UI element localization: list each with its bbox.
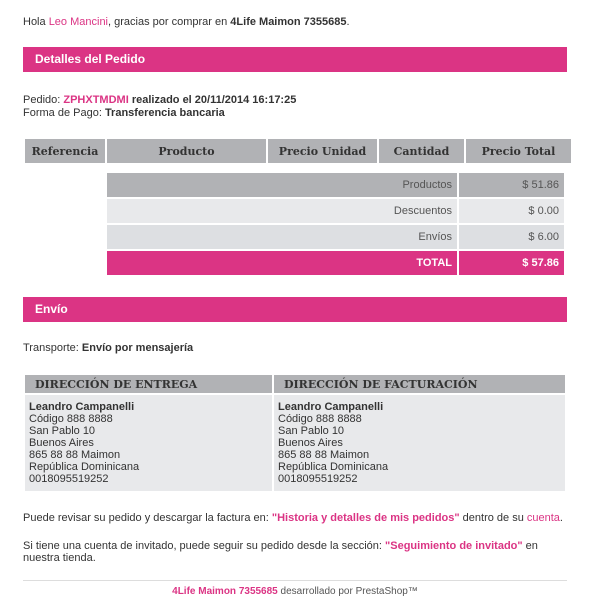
shipping-header: Envío — [23, 297, 567, 322]
greeting-prefix: Hola — [23, 16, 46, 28]
totals-label: Productos — [107, 173, 457, 197]
delivery-name: Leandro Campanelli — [29, 401, 135, 413]
delivery-line: Código 888 8888 — [29, 413, 113, 425]
totals-value: $ 6.00 — [459, 225, 564, 249]
billing-line: 865 88 88 Maimon — [278, 449, 370, 461]
payment-line — [23, 107, 296, 120]
billing-line: Buenos Aires — [278, 437, 343, 449]
footer-shop-link[interactable]: 4Life Maimon 7355685 — [172, 586, 278, 597]
order-totals — [105, 171, 566, 277]
greeting — [23, 16, 350, 28]
totals-value: $ 0.00 — [459, 199, 564, 223]
order-history-link[interactable]: "Historia y detalles de mis pedidos" — [271, 512, 460, 524]
note1-middle: dentro de su — [462, 512, 524, 524]
note2-prefix: Si tiene una cuenta de invitado, puede seguir su pedido desde la sección: — [23, 540, 382, 552]
totals-row-shipping — [107, 225, 564, 249]
note1-prefix: Puede revisar su pedido y descargar la factura en: — [23, 512, 269, 524]
billing-line: San Pablo 10 — [278, 425, 345, 437]
delivery-phone: 0018095519252 — [29, 473, 109, 485]
payment-label: Forma de Pago: — [23, 107, 102, 119]
footer-divider — [23, 580, 567, 581]
billing-address — [274, 395, 565, 491]
delivery-line: 865 88 88 Maimon — [29, 449, 121, 461]
delivery-address-title: DIRECCIÓN DE ENTREGA — [25, 375, 272, 393]
order-reference: ZPHXTMDMI — [63, 94, 129, 106]
note2-suffix: en nuestra tienda. — [23, 540, 538, 564]
billing-phone: 0018095519252 — [278, 473, 358, 485]
guest-tracking-link[interactable]: "Seguimiento de invitado" — [385, 540, 523, 552]
col-reference: Referencia — [25, 139, 105, 163]
order-line — [23, 94, 296, 107]
customer-name: Leo Mancini — [48, 16, 109, 28]
order-label: Pedido: — [23, 94, 61, 106]
transport-line — [23, 342, 193, 354]
billing-line: República Dominicana — [278, 461, 389, 473]
greeting-suffix: . — [346, 16, 350, 28]
shop-name: 4Life Maimon 7355685 — [230, 16, 347, 28]
products-table-header — [23, 137, 573, 165]
transport-label: Transporte: — [23, 342, 79, 354]
payment-method: Transferencia bancaria — [104, 107, 225, 119]
billing-address-title: DIRECCIÓN DE FACTURACIÓN — [274, 375, 565, 393]
delivery-line: República Dominicana — [29, 461, 140, 473]
guest-tracking-note — [23, 540, 567, 564]
billing-name: Leandro Campanelli — [278, 401, 384, 413]
totals-label: TOTAL — [107, 251, 457, 275]
addresses-table — [23, 373, 567, 493]
order-placed: realizado el 20/11/2014 16:17:25 — [131, 94, 297, 106]
totals-row-discounts — [107, 199, 564, 223]
billing-line: Código 888 8888 — [278, 413, 362, 425]
order-details-header: Detalles del Pedido — [23, 47, 567, 72]
account-link[interactable]: cuenta — [526, 512, 560, 524]
greeting-middle: , gracias por comprar en — [108, 16, 228, 28]
totals-label: Envíos — [107, 225, 457, 249]
totals-row-total — [107, 251, 564, 275]
note1-suffix: . — [559, 512, 563, 524]
totals-row-products — [107, 173, 564, 197]
order-info — [23, 94, 296, 120]
totals-value: $ 51.86 — [459, 173, 564, 197]
footer-text: desarrollado por PrestaShop™ — [280, 586, 418, 597]
delivery-address — [25, 395, 272, 491]
totals-value: $ 57.86 — [459, 251, 564, 275]
order-history-note — [23, 512, 567, 524]
col-total-price: Precio Total — [466, 139, 571, 163]
transport-method: Envío por mensajería — [81, 342, 194, 354]
delivery-line: San Pablo 10 — [29, 425, 96, 437]
totals-label: Descuentos — [107, 199, 457, 223]
col-quantity: Cantidad — [379, 139, 464, 163]
footer — [23, 586, 567, 597]
col-unit-price: Precio Unidad — [268, 139, 377, 163]
col-product: Producto — [107, 139, 266, 163]
delivery-line: Buenos Aires — [29, 437, 94, 449]
